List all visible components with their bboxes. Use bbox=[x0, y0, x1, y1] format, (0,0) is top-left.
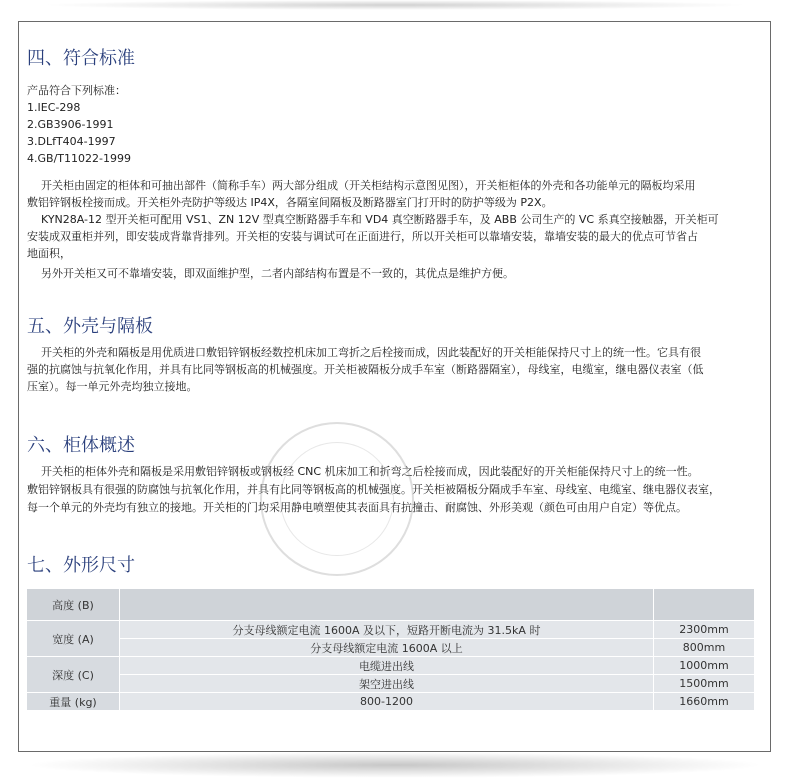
depth-label: 深度 (C) bbox=[27, 657, 120, 693]
bottom-shadow bbox=[25, 752, 765, 778]
table-cell: 2300mm bbox=[654, 621, 755, 639]
paragraph-line: 敷铝锌钢板具有很强的防腐蚀与抗氧化作用，并具有比同等钢板高的机械强度。开关柜被隔板分隔成手车室、母线室、电缆室、继电器仪表室， bbox=[27, 483, 720, 496]
paragraph-line: 开关柜的柜体外壳和隔板是采用敷铝锌钢板或钢板经 CNC 机床加工和折弯之后栓接而成，因此装配好的开关柜能保持尺寸上的统一性。 bbox=[41, 465, 699, 478]
standard-item: 4.GB/T11022-1999 bbox=[27, 152, 131, 165]
section-4-title: 四、符合标准 bbox=[27, 48, 135, 69]
top-shadow bbox=[40, 0, 750, 10]
paragraph-line: 另外开关柜又可不靠墙安装，即双面维护型，二者内部结构布置是不一致的，其优点是维护方便。 bbox=[41, 267, 514, 280]
table-row bbox=[27, 657, 755, 675]
standard-item: 1.IEC-298 bbox=[27, 101, 81, 114]
document-frame bbox=[18, 21, 771, 752]
table-cell: 800mm bbox=[654, 639, 755, 657]
table-cell: 800-1200 bbox=[120, 693, 654, 711]
section-5-title: 五、外壳与隔板 bbox=[27, 316, 153, 337]
paragraph-line: 开关柜的外壳和隔板是用优质进口敷铝锌钢板经数控机床加工弯折之后栓接而成，因此装配好的开关柜能保持尺寸上的统一性。它具有很 bbox=[41, 346, 701, 359]
table-cell: 1660mm bbox=[654, 693, 755, 711]
table-cell: 1000mm bbox=[654, 657, 755, 675]
paragraph-line: 地面积， bbox=[27, 247, 71, 260]
paragraph-line: 敷铝锌钢板栓接而成。开关柜外壳防护等级达 IP4X，各隔室间隔板及断路器室门打开时的防护等级为 P2X。 bbox=[27, 196, 553, 209]
table-row bbox=[27, 621, 755, 639]
table-cell: 分支母线额定电流 1600A 以上 bbox=[120, 639, 654, 657]
section-6-title: 六、柜体概述 bbox=[27, 435, 135, 456]
paragraph-line: 开关柜由固定的柜体和可抽出部件（简称手车）两大部分组成（开关柜结构示意图见图），开关柜柜体的外壳和各功能单元的隔板均采用 bbox=[41, 179, 696, 192]
height-label: 高度 (B) bbox=[27, 589, 120, 621]
standard-item: 3.DLfT404-1997 bbox=[27, 135, 116, 148]
table-row bbox=[27, 639, 755, 657]
table-row bbox=[27, 693, 755, 711]
table-cell bbox=[654, 589, 755, 621]
width-label: 宽度 (A) bbox=[27, 621, 120, 657]
table-row bbox=[27, 589, 755, 621]
table-cell bbox=[120, 589, 654, 621]
table-cell: 架空进出线 bbox=[120, 675, 654, 693]
table-cell: 分支母线额定电流 1600A 及以下，短路开断电流为 31.5kA 时 bbox=[120, 621, 654, 639]
paragraph-line: 安装成双重柜并列，即安装成背靠背排列。开关柜的安装与调试可在正面进行，所以开关柜可以靠墙安装，靠墙安装的最大的优点可节省占 bbox=[27, 230, 698, 243]
paragraph-line: 每一个单元的外壳均有独立的接地。开关柜的门均采用静电喷塑使其表面具有抗撞击、耐腐蚀、外形美观（颜色可由用户自定）等优点。 bbox=[27, 501, 687, 514]
dimension-table bbox=[27, 589, 755, 711]
table-cell: 电缆进出线 bbox=[120, 657, 654, 675]
table-cell: 1500mm bbox=[654, 675, 755, 693]
section-7-title: 七、外形尺寸 bbox=[27, 555, 135, 576]
standard-item: 2.GB3906-1991 bbox=[27, 118, 114, 131]
paragraph-line: 压室）。每一单元外壳均独立接地。 bbox=[27, 380, 198, 393]
paragraph-line: 强的抗腐蚀与抗氧化作用，并具有比同等钢板高的机械强度。开关柜被隔板分成手车室（断路器隔室），母线室，电缆室，继电器仪表室（低 bbox=[27, 363, 704, 376]
weight-label: 重量 (kg) bbox=[27, 693, 120, 711]
table-row bbox=[27, 675, 755, 693]
paragraph-line: KYN28A-12 型开关柜可配用 VS1、ZN 12V 型真空断路器手车和 VD4 真空断路器手车，及 ABB 公司生产的 VC 系真空接触器，开关柜可 bbox=[41, 213, 719, 226]
standards-intro: 产品符合下列标准： bbox=[27, 84, 126, 97]
